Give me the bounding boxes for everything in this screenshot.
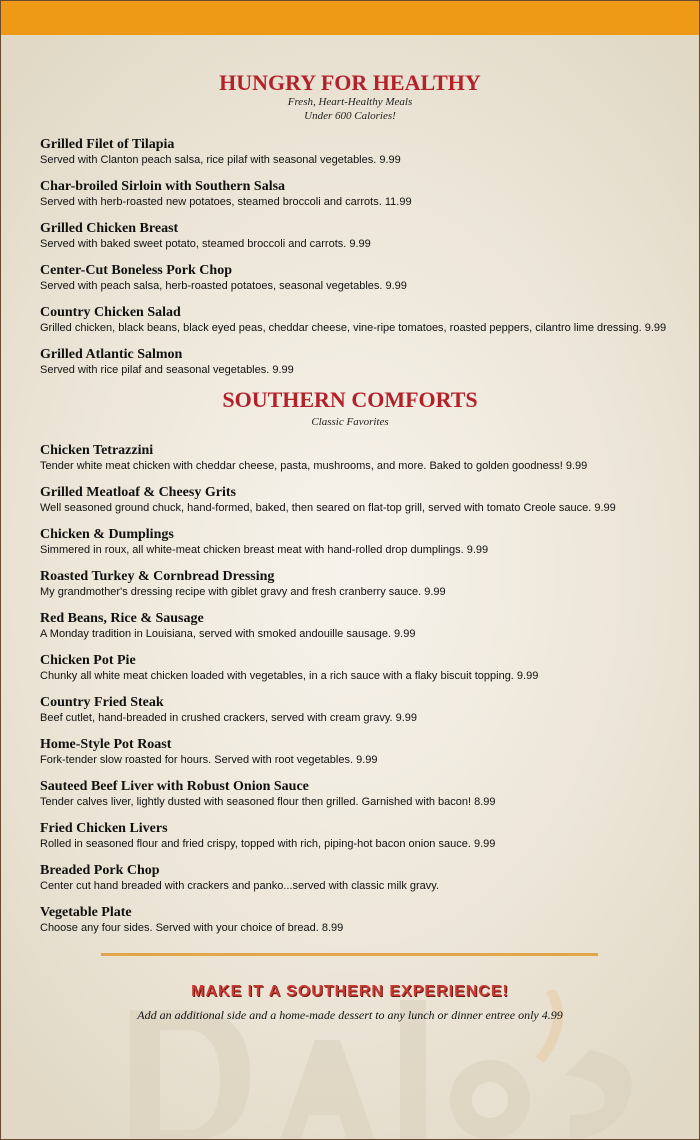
menu-item-name: Sauteed Beef Liver with Robust Onion Sauce [40, 779, 309, 794]
menu-item-name: Red Beans, Rice & Sausage [40, 611, 204, 626]
menu-item [40, 178, 680, 209]
menu-item-name: Grilled Filet of Tilapia [40, 137, 175, 152]
menu-item-description: Served with baked sweet potato, steamed broccoli and carrots. 9.99 [40, 238, 371, 250]
menu-item-description: Fork-tender slow roasted for hours. Served with root vegetables. 9.99 [40, 754, 378, 766]
menu-item-name: Chicken Pot Pie [40, 653, 136, 668]
section-southern [0, 388, 700, 935]
menu-item [40, 568, 680, 599]
menu-item-description: Served with rice pilaf and seasonal vegetables. 9.99 [40, 364, 294, 376]
promo-title: MAKE IT A SOUTHERN EXPERIENCE! [191, 983, 509, 1000]
menu-item-name: Fried Chicken Livers [40, 821, 168, 836]
menu-item [40, 262, 680, 293]
menu-item [40, 820, 680, 851]
menu-item-description: Grilled chicken, black beans, black eyed peas, cheddar cheese, vine-ripe tomatoes, roasted peppers, cilantro lime dressing. 9.99 [40, 322, 667, 334]
menu-item [40, 862, 680, 893]
menu-item [40, 346, 680, 377]
menu-item-description: Served with herb-roasted new potatoes, steamed broccoli and carrots. 11.99 [40, 196, 412, 208]
menu-item [40, 526, 680, 557]
menu-item [40, 304, 680, 335]
menu-item-description: Tender calves liver, lightly dusted with seasoned flour then grilled. Garnished with bacon! 8.99 [40, 796, 496, 808]
section-subtitle: Classic Favorites [311, 416, 389, 428]
menu-item [40, 736, 680, 767]
menu-item-description: Chunky all white meat chicken loaded with vegetables, in a rich sauce with a flaky biscuit topping. 9.99 [40, 670, 539, 682]
menu-item-description: A Monday tradition in Louisiana, served with smoked andouille sausage. 9.99 [40, 628, 416, 640]
promo-text: Add an additional side and a home-made dessert to any lunch or dinner entree only 4.99 [137, 1008, 563, 1022]
menu-item [40, 136, 680, 167]
menu-item-description: Served with Clanton peach salsa, rice pilaf with seasonal vegetables. 9.99 [40, 154, 401, 166]
menu-item [40, 484, 680, 515]
section-title-southern: SOUTHERN COMFORTS [222, 387, 478, 412]
section-title-healthy: HUNGRY FOR HEALTHY [219, 70, 481, 95]
menu-item-name: Home-Style Pot Roast [40, 737, 172, 752]
menu-item-description: Rolled in seasoned flour and fried crispy, topped with rich, piping-hot bacon onion sauce. 9.99 [40, 838, 496, 850]
divider [101, 953, 598, 956]
section-healthy [0, 71, 700, 377]
menu-item-description: Beef cutlet, hand-breaded in crushed crackers, served with cream gravy. 9.99 [40, 712, 418, 724]
menu-item-description: Well seasoned ground chuck, hand-formed, baked, then seared on flat-top grill, served with tomato Creole sauce. 9.99 [40, 502, 616, 514]
menu-item-name: Roasted Turkey & Cornbread Dressing [40, 569, 275, 584]
menu-item [40, 904, 680, 935]
menu-item-name: Vegetable Plate [40, 905, 132, 920]
menu-item-name: Center-Cut Boneless Pork Chop [40, 263, 232, 278]
menu-item-name: Grilled Meatloaf & Cheesy Grits [40, 485, 236, 500]
menu-item-name: Char-broiled Sirloin with Southern Salsa [40, 179, 286, 194]
menu-item-description: Center cut hand breaded with crackers and panko...served with classic milk gravy. [40, 880, 440, 892]
menu-item-description: My grandmother's dressing recipe with giblet gravy and fresh cranberry sauce. 9.99 [40, 586, 446, 598]
menu-item [40, 652, 680, 683]
menu-item [40, 694, 680, 725]
menu-item-description: Tender white meat chicken with cheddar cheese, pasta, mushrooms, and more. Baked to golden goodness! 9.99 [40, 460, 588, 472]
menu-item [40, 778, 680, 809]
menu-item [40, 610, 680, 641]
menu-item [40, 220, 680, 251]
menu-item-name: Chicken & Dumplings [40, 527, 174, 542]
menu-item-description: Simmered in roux, all white-meat chicken breast meat with hand-rolled drop dumplings. 9.99 [40, 544, 489, 556]
menu-item [40, 442, 680, 473]
menu-item-description: Served with peach salsa, herb-roasted potatoes, seasonal vegetables. 9.99 [40, 280, 407, 292]
menu-item-name: Chicken Tetrazzini [40, 443, 154, 458]
menu-item-name: Country Fried Steak [40, 695, 164, 710]
section-subtitle: Fresh, Heart-Healthy Meals [287, 96, 413, 108]
menu-item-name: Country Chicken Salad [40, 305, 181, 320]
section-subtitle: Under 600 Calories! [304, 110, 396, 122]
menu-item-description: Choose any four sides. Served with your choice of bread. 8.99 [40, 922, 344, 934]
menu-item-name: Grilled Atlantic Salmon [40, 347, 183, 362]
menu-item-name: Grilled Chicken Breast [40, 221, 179, 236]
menu-item-name: Breaded Pork Chop [40, 863, 160, 878]
